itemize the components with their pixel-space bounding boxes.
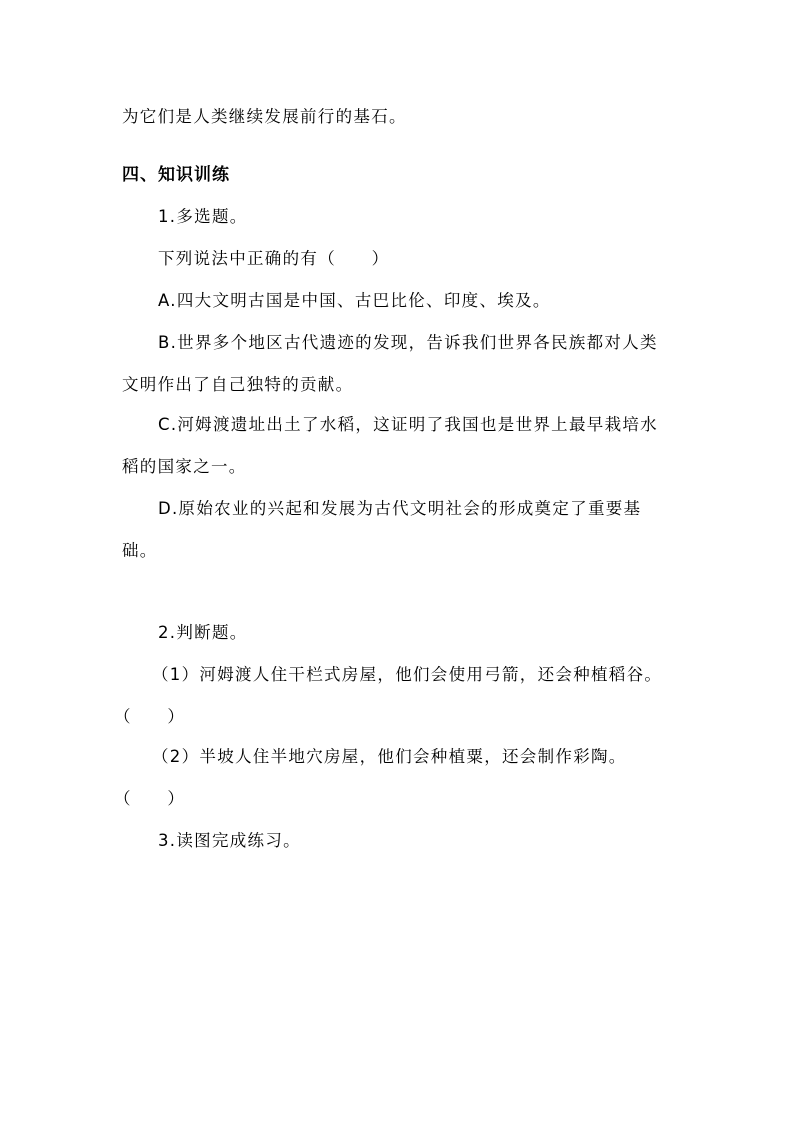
- q1-option-a: A.四大文明古国是中国、古巴比伦、印度、埃及。: [158, 291, 551, 310]
- q2-title: 2.判断题。: [158, 623, 248, 642]
- q1-option-c-line1: C.河姆渡遗址出土了水稻，这证明了我国也是世界上最早栽培水: [158, 415, 658, 434]
- q2-item1-blank: （ ）: [114, 707, 186, 726]
- q1-option-c-line2: 稻的国家之一。: [122, 457, 247, 476]
- q1-option-d-line1: D.原始农业的兴起和发展为古代文明社会的形成奠定了重要基: [158, 499, 642, 518]
- q3-title: 3.读图完成练习。: [158, 831, 301, 850]
- q2-item1: （1）河姆渡人住干栏式房屋，他们会使用弓箭，还会种植稻谷。: [152, 665, 663, 684]
- q1-option-b-line1: B.世界多个地区古代遗迹的发现，告诉我们世界各民族都对人类: [158, 333, 658, 352]
- q2-item2-blank: （ ）: [114, 789, 186, 808]
- q1-stem: 下列说法中正确的有（ ）: [158, 249, 390, 268]
- continuation-text: 为它们是人类继续发展前行的基石。: [122, 107, 407, 126]
- section-title: 四、知识训练: [122, 165, 230, 185]
- q1-option-d-line2: 础。: [122, 541, 158, 560]
- q1-option-b-line2: 文明作出了自己独特的贡献。: [122, 375, 354, 394]
- q2-item2: （2）半坡人住半地穴房屋，他们会种植粟，还会制作彩陶。: [152, 747, 627, 766]
- q1-title: 1.多选题。: [158, 207, 248, 226]
